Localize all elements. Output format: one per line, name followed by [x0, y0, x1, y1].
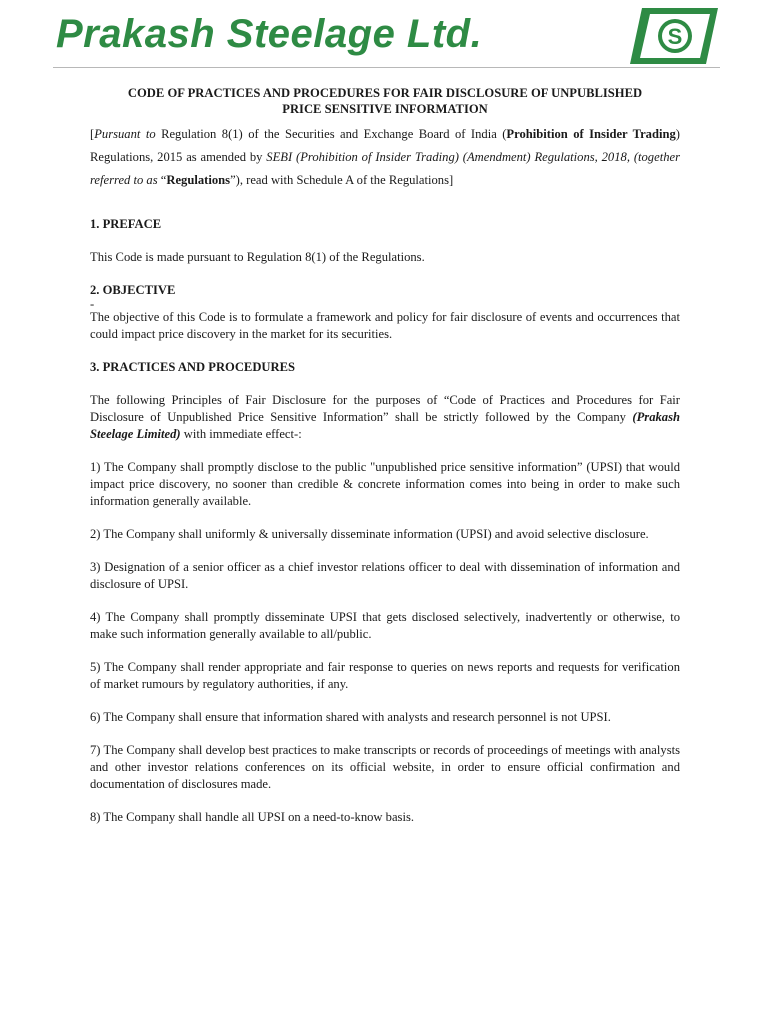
section-1-heading: 1. PREFACE — [90, 217, 162, 231]
company-logo — [56, 6, 720, 68]
pursuant-bracket: [ — [90, 127, 95, 141]
pursuant-part-1: Pursuant to — [94, 127, 156, 141]
list-item-3: 3) Designation of a senior officer as a chief investor relations officer to deal with dissemination of information and disclosure of UPSI. — [90, 560, 680, 591]
section-2-dash: - — [90, 297, 95, 311]
pursuant-part-2: Regulation 8(1) of the Securities and Exchange Board of India ( — [155, 127, 507, 141]
list-item-6: 6) The Company shall ensure that information shared with analysts and research personnel is not UPSI. — [90, 710, 611, 724]
list-item-4: 4) The Company shall promptly disseminate UPSI that gets disclosed selectively, inadvertently or otherwise, to make such information generally available to all/public. — [90, 610, 680, 641]
company-name: Prakash Steelage Ltd. — [56, 12, 483, 56]
list-item-8: 8) The Company shall handle all UPSI on a need-to-know basis. — [90, 810, 414, 824]
document-title — [90, 85, 680, 117]
section-3-heading: 3. PRACTICES AND PROCEDURES — [90, 360, 296, 374]
section-2-heading: 2. OBJECTIVE — [90, 283, 176, 297]
pursuant-part-4: ) Regulations, 2015 as amended by — [90, 127, 680, 164]
title-line-2: PRICE SENSITIVE INFORMATION — [282, 102, 488, 116]
header-divider — [53, 67, 720, 68]
pursuant-part-6: “ — [157, 173, 167, 187]
list-item-2: 2) The Company shall uniformly & universally disseminate information (UPSI) and avoid selective disclosure. — [90, 527, 649, 541]
list-item-1: 1) The Company shall promptly disclose to the public "unpublished price sensitive information” (UPSI) that would impact price discovery, no sooner than credible & concrete information comes into being in order to make such information generally available. — [90, 460, 680, 508]
document-body — [90, 85, 680, 826]
pursuant-part-8: ”), read with Schedule A of the Regulations] — [230, 173, 454, 187]
intro-company-name: (Prakash Steelage Limited) — [90, 410, 680, 441]
section-2-text: The objective of this Code is to formulate a framework and policy for fair disclosure of events and occurrences that could impact price discovery in the market for its securities. — [90, 310, 680, 341]
title-line-1: CODE OF PRACTICES AND PROCEDURES FOR FAIR DISCLOSURE OF UNPUBLISHED — [127, 86, 643, 100]
intro-text-b: with immediate effect-: — [180, 427, 302, 441]
list-item-7: 7) The Company shall develop best practices to make transcripts or records of proceedings of meetings with analysts and other investor relations conferences on its official website, in order to ensure official confirmation and documentation of disclosures made. — [90, 743, 680, 791]
emblem-letter: S — [667, 24, 683, 49]
section-3-intro — [90, 392, 680, 443]
pursuant-part-7: Regulations — [166, 173, 231, 187]
pursuant-part-3: Prohibition of Insider Trading — [506, 127, 676, 141]
pursuant-part-5: SEBI (Prohibition of Insider Trading) (Amendment) Regulations, 2018, (together referred to as — [90, 150, 680, 187]
company-emblem-icon — [628, 6, 720, 66]
pursuant-clause — [90, 123, 680, 192]
intro-text-a: The following Principles of Fair Disclosure for the purposes of “Code of Practices and Procedures for Fair Disclosure of Unpublished Price Sensitive Information” shall be strictly followed by the Company — [90, 393, 680, 424]
section-1-text: This Code is made pursuant to Regulation 8(1) of the Regulations. — [90, 250, 425, 264]
list-item-5: 5) The Company shall render appropriate and fair response to queries on news reports and requests for verification of market rumours by regulatory authorities, if any. — [90, 660, 680, 691]
